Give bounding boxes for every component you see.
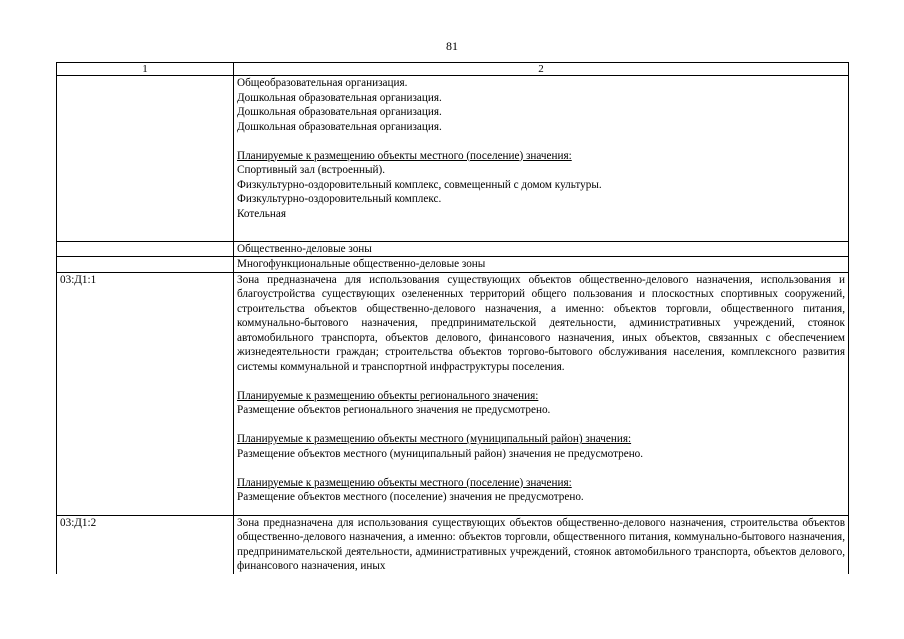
list-item: Общеобразовательная организация. [237, 77, 408, 89]
zoning-table [56, 62, 849, 574]
list-item: Спортивный зал (встроенный). [237, 164, 386, 176]
list-item: Котельная [237, 207, 286, 220]
section-title-multifunctional: Многофункциональные общественно-деловые зоны [234, 257, 849, 273]
list-item: Физкультурно-оздоровительный комплекс, совмещенный с домом культуры. [237, 178, 602, 191]
local-objects-heading: Планируемые к размещению объекты местного (поселение) значения: [237, 476, 572, 489]
table-row [57, 257, 849, 273]
table-header-row [57, 63, 849, 76]
zone-code-cell [57, 515, 234, 574]
zone-description: Зона предназначена для использования существующих объектов общественно-делового назначения, строительства объектов общественно-делового назначения, а именно: объектов торговли, общественного питания, коммунально-бытового назначения, предпринимательской деятельности, административных учреждений, стоянок автомобильного транспорта, объектов делового, финансового назначения, иных [237, 516, 845, 572]
zone-description: Зона предназначена для использования существующих объектов общественно-делового назначения, использования и благоустройства существующих озелененных территорий общего пользования и плоскостных спортивных сооружений, строительства объектов общественно-делового назначения, а именно: объектов торговли, общественного питания, коммунально-бытового назначения, предпринимательской деятельности, административных учреждений, стоянок автомобильного транспорта, объектов делового, финансового назначения, иных объектов, связанных с обеспечением жизнедеятельности граждан; строительства объектов торгово-бытового обслуживания населения, комплексного развития системы коммунальной и транспортной инфраструктуры поселения. [237, 273, 845, 373]
zone-code: 03:Д1:2 [60, 516, 97, 529]
list-item: Физкультурно-оздоровительный комплекс. [237, 193, 442, 205]
municipal-objects-heading: Планируемые к размещению объекты местного (муниципальный район) значения: [237, 433, 632, 445]
zone-code: 03:Д1:1 [60, 273, 97, 286]
header-col-1: 1 [57, 63, 234, 76]
list-item: Дошкольная образовательная организация. [237, 91, 442, 104]
zone-description-cell [234, 515, 849, 574]
table-row [57, 76, 849, 242]
local-objects-text: Размещение объектов местного (поселение) значения не предусмотрено. [237, 491, 584, 503]
empty-code-cell [57, 241, 234, 257]
list-item: Дошкольная образовательная организация. [237, 120, 442, 133]
empty-code-cell [57, 257, 234, 273]
list-item: Дошкольная образовательная организация. [237, 106, 442, 118]
municipal-objects-text: Размещение объектов местного (муниципальный район) значения не предусмотрено. [237, 447, 644, 460]
table-row [57, 241, 849, 257]
regional-objects-text: Размещение объектов регионального значения не предусмотрено. [237, 404, 551, 416]
section-title-public-business: Общественно-деловые зоны [234, 241, 849, 257]
page-number: 81 [446, 39, 458, 53]
regional-objects-heading: Планируемые к размещению объекты регионального значения: [237, 389, 539, 402]
zone-description-cell [234, 272, 849, 515]
table-row [57, 272, 849, 515]
header-col-2: 2 [234, 63, 849, 76]
zone-code-cell [57, 272, 234, 515]
table-row [57, 515, 849, 574]
empty-code-cell [57, 76, 234, 242]
continuation-cell [234, 76, 849, 242]
local-objects-heading: Планируемые к размещению объекты местного (поселение) значения: [237, 149, 572, 162]
